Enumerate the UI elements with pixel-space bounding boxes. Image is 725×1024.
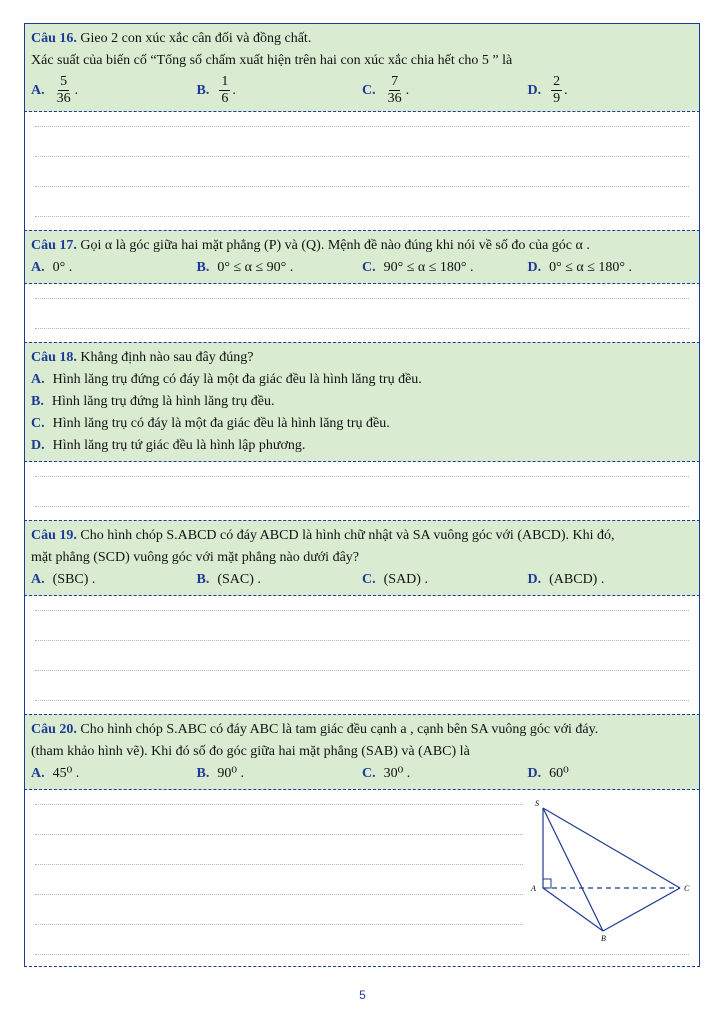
page-number: 5: [359, 988, 366, 1002]
answer-line: [35, 700, 689, 701]
answer-area-16[interactable]: [24, 112, 700, 230]
option-19-c: [362, 569, 528, 591]
question-18-number: Câu 18.: [31, 350, 77, 365]
answer-area-17[interactable]: [24, 284, 700, 342]
option-label: A.: [31, 372, 45, 387]
fraction: [219, 74, 230, 107]
option-label: B.: [196, 766, 210, 781]
answer-line: [35, 670, 689, 671]
option-20-c: [362, 763, 528, 785]
option-label: D.: [527, 82, 542, 98]
option-label: D.: [527, 766, 542, 781]
question-20-options: [31, 763, 693, 785]
answer-line: [35, 328, 689, 329]
option-label: A.: [31, 82, 45, 98]
answer-area-18[interactable]: [24, 462, 700, 520]
question-19: [24, 520, 700, 596]
vertex-label-b: B: [601, 934, 606, 943]
option-text: 45⁰ .: [52, 766, 80, 781]
answer-area-19[interactable]: [24, 596, 700, 714]
option-label: D.: [527, 572, 542, 587]
option-label: D.: [527, 260, 542, 275]
fraction: [55, 74, 73, 107]
question-20-number: Câu 20.: [31, 722, 77, 737]
option-16-a: A. $\frac{5}{36}$ .: [31, 74, 79, 106]
pyramid-figure: [523, 794, 693, 944]
question-20-text-1: Cho hình chóp S.ABC có đáy ABC là tam giác đều cạnh a , cạnh bên SA vuông góc với đáy.: [80, 722, 599, 737]
option-text: 0° .: [52, 260, 73, 275]
fraction-denominator: 36: [56, 91, 71, 106]
question-16-text-1: Gieo 2 con xúc xắc cân đối và đồng chất.: [80, 31, 312, 46]
option-20-a: [31, 763, 197, 785]
option-label: A.: [31, 260, 45, 275]
question-16-line-2: Xác suất của biến cố “Tổng số chấm xuất hiện trên hai con xúc xắc chia hết cho 5 ” là: [31, 53, 513, 68]
question-16-options: [31, 74, 693, 107]
question-20-line-2: (tham khảo hình vẽ). Khi đó số đo góc giữa hai mặt phẳng (SAB) và (ABC) là: [31, 744, 470, 759]
option-text: 30⁰ .: [383, 766, 411, 781]
exam-page: [24, 23, 700, 967]
fraction-numerator: 7: [391, 74, 399, 89]
option-16-b: B. $\frac{1}{6}$ .: [196, 74, 236, 106]
option-18-b: [31, 391, 693, 413]
answer-line: [35, 954, 689, 955]
question-16-line-1: [31, 28, 693, 50]
question-17-number: Câu 17.: [31, 238, 77, 253]
option-text: Hình lăng trụ có đáy là một đa giác đều là hình lăng trụ đều.: [52, 416, 390, 431]
option-text: Hình lăng trụ đứng là hình lăng trụ đều.: [51, 394, 275, 409]
option-19-a: [31, 569, 197, 591]
fraction-numerator: 5: [60, 74, 68, 89]
vertex-label-c: C: [684, 884, 690, 893]
option-18-d: [31, 435, 693, 457]
option-label: A.: [31, 572, 45, 587]
option-label: C.: [362, 260, 376, 275]
option-label: B.: [196, 82, 210, 98]
option-label: C.: [31, 416, 45, 431]
answer-line: [35, 156, 689, 157]
answer-line: [35, 126, 689, 127]
option-17-c: [362, 257, 528, 279]
option-text: (SBC) .: [52, 572, 96, 587]
answer-line: [35, 610, 689, 611]
option-text: 90⁰ .: [217, 766, 244, 781]
option-label: C.: [362, 82, 376, 98]
vertex-label-a: A: [531, 884, 536, 893]
option-label: C.: [362, 766, 376, 781]
fraction-denominator: 36: [387, 91, 402, 106]
option-text: 60⁰: [549, 766, 569, 781]
question-18-text-1: Khẳng định nào sau đây đúng?: [80, 350, 254, 365]
fraction-numerator: 2: [553, 74, 561, 89]
option-20-d: [528, 763, 694, 785]
option-16-d: D. $\frac{2}{9}$ .: [527, 74, 568, 106]
option-19-b: [197, 569, 363, 591]
question-18: [24, 342, 700, 462]
option-17-d: [528, 257, 694, 279]
option-text: (SAD) .: [383, 572, 428, 587]
question-19-options: [31, 569, 693, 591]
option-18-a: [31, 369, 693, 391]
answer-line: [35, 298, 689, 299]
answer-line: [35, 506, 689, 507]
question-19-line-1: [31, 525, 693, 547]
option-label: C.: [362, 572, 376, 587]
question-19-number: Câu 19.: [31, 528, 77, 543]
fraction-numerator: 1: [221, 74, 229, 89]
question-17: [24, 230, 700, 284]
fraction: [386, 74, 404, 107]
answer-line: [35, 216, 689, 217]
fraction: [551, 74, 562, 107]
option-17-a: [31, 257, 197, 279]
answer-line: [35, 640, 689, 641]
option-text: 0° ≤ α ≤ 180° .: [549, 260, 633, 275]
option-19-d: [528, 569, 694, 591]
fraction-denominator: 9: [553, 91, 561, 106]
option-text: 90° ≤ α ≤ 180° .: [383, 260, 474, 275]
question-18-line-1: [31, 347, 693, 369]
option-label: B.: [196, 260, 210, 275]
option-label: B.: [196, 572, 210, 587]
question-19-text-1: Cho hình chóp S.ABCD có đáy ABCD là hình chữ nhật và SA vuông góc với (ABCD). Khi đó,: [80, 528, 615, 543]
option-text: (SAC) .: [217, 572, 261, 587]
question-16: [24, 23, 700, 112]
answer-line: [35, 476, 689, 477]
figure-background: [523, 794, 693, 944]
answer-line: [35, 186, 689, 187]
question-19-line-2: mặt phẳng (SCD) vuông góc với mặt phẳng nào dưới đây?: [31, 550, 360, 565]
option-label: B.: [31, 394, 44, 409]
question-16-number: Câu 16.: [31, 31, 77, 46]
option-text: 0° ≤ α ≤ 90° .: [217, 260, 294, 275]
question-17-options: [31, 257, 693, 279]
option-18-c: [31, 413, 693, 435]
fraction-denominator: 6: [221, 91, 229, 106]
option-label: D.: [31, 438, 45, 453]
option-text: Hình lăng trụ đứng có đáy là một đa giác đều là hình lăng trụ đều.: [52, 372, 422, 387]
option-20-b: [197, 763, 363, 785]
question-20: [24, 714, 700, 790]
option-label: A.: [31, 766, 45, 781]
option-17-b: [197, 257, 363, 279]
question-17-text-1: Gọi α là góc giữa hai mặt phẳng (P) và (Q). Mệnh đề nào đúng khi nói về số đo của góc α .: [80, 238, 590, 253]
option-text: (ABCD) .: [549, 572, 605, 587]
answer-area-20[interactable]: [24, 790, 700, 967]
option-text: Hình lăng trụ tứ giác đều là hình lập phương.: [52, 438, 306, 453]
question-17-line-1: [31, 235, 693, 257]
option-16-c: C. $\frac{7}{36}$ .: [362, 74, 410, 106]
vertex-label-s: S: [535, 799, 539, 808]
question-20-line-1: [31, 719, 693, 741]
